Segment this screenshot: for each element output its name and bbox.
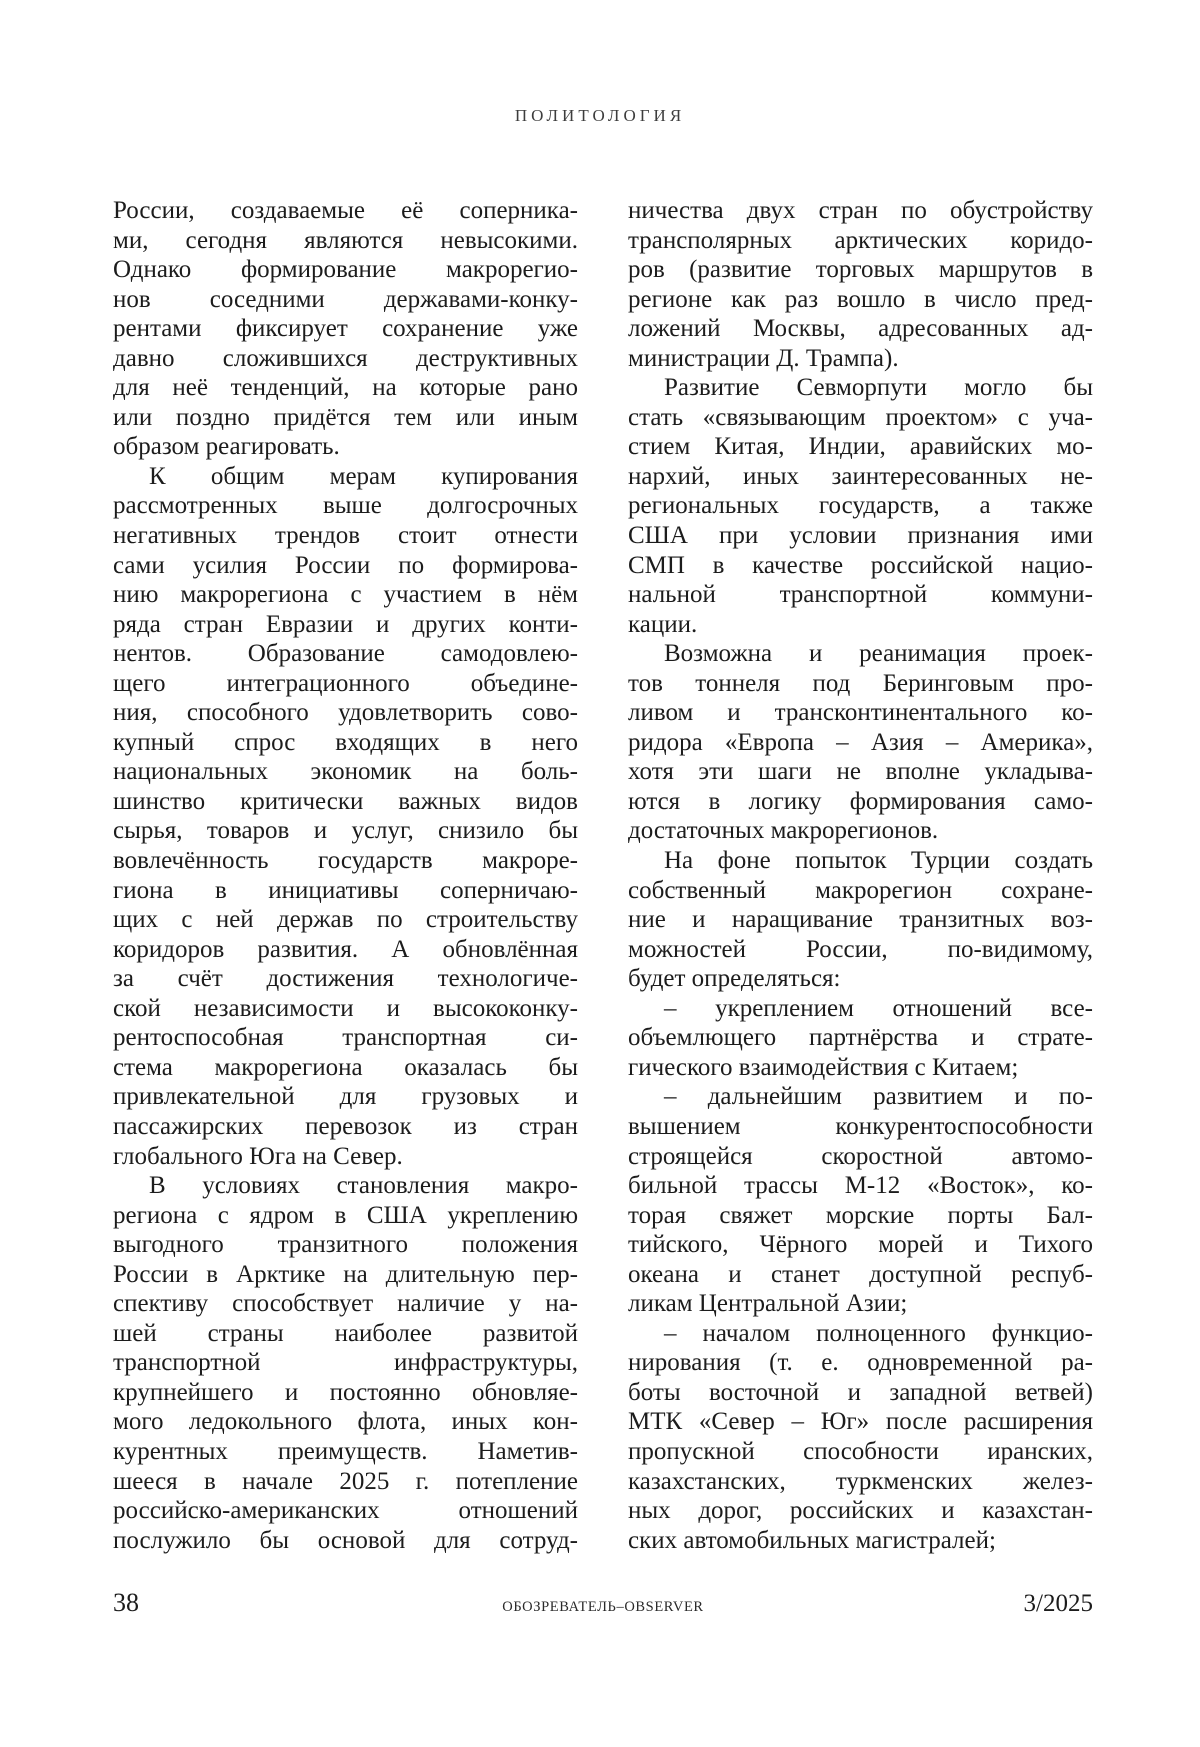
- text-line: пассажирских перевозок из стран: [113, 1112, 578, 1140]
- text-line: региональных государств, а также: [628, 492, 1093, 520]
- text-line: тийского, Чёрного морей и Тихого: [628, 1231, 1093, 1259]
- right-column: [628, 196, 1093, 1555]
- issue-number: 3/2025: [1023, 1590, 1093, 1617]
- text-line: ются в логику формирования само-: [628, 787, 1093, 815]
- text-line: ров (развитие торговых маршрутов в: [628, 256, 1093, 284]
- text-line: образом реагировать.: [113, 433, 340, 461]
- text-line: Однако формирование макрорегио-: [113, 256, 578, 284]
- text-line: давно сложившихся деструктивных: [113, 344, 578, 372]
- text-line: глобального Юга на Север.: [113, 1142, 403, 1170]
- text-line: ных дорог, российских и казахстан-: [628, 1497, 1093, 1525]
- text-line: ридора «Европа – Азия – Америка»,: [628, 728, 1093, 756]
- text-line: привлекательной для грузовых и: [113, 1083, 578, 1111]
- text-line: боты восточной и западной ветвей): [628, 1378, 1093, 1406]
- text-line: – укреплением отношений все-: [664, 994, 1093, 1022]
- text-line: щего интеграционного объедине-: [113, 669, 578, 697]
- text-line: ской независимости и высококонку-: [113, 994, 578, 1022]
- text-line: нальной транспортной коммуни-: [628, 581, 1093, 609]
- text-line: шей страны наиболее развитой: [113, 1319, 578, 1347]
- text-line: торая свяжет морские порты Бал-: [628, 1201, 1093, 1229]
- text-line: регионе как раз вошло в число пред-: [628, 285, 1093, 313]
- text-line: океана и станет доступной респуб-: [628, 1260, 1093, 1288]
- text-line: В условиях становления макро-: [149, 1172, 578, 1200]
- text-line: нентов. Образование самодовлею-: [113, 640, 578, 668]
- text-line: объемлющего партнёрства и страте-: [628, 1024, 1093, 1052]
- text-line: коридоров развития. А обновлённая: [113, 935, 578, 963]
- text-line: строящейся скоростной автомо-: [628, 1142, 1093, 1170]
- text-line: ских автомобильных магистралей;: [628, 1526, 996, 1554]
- text-line: курентных преимуществ. Наметив-: [113, 1437, 578, 1465]
- article-body: [113, 196, 1093, 1555]
- text-line: МТК «Север – Юг» после расширения: [628, 1408, 1093, 1436]
- text-line: стать «связывающим проектом» с уча-: [628, 403, 1093, 431]
- text-line: выгодного транзитного положения: [113, 1231, 578, 1259]
- text-line: спективу способствует наличие у на-: [113, 1290, 578, 1318]
- text-line: купный спрос входящих в него: [113, 728, 578, 756]
- text-line: негативных трендов стоит отнести: [113, 522, 578, 550]
- text-line: крупнейшего и постоянно обновляе-: [113, 1378, 578, 1406]
- text-line: транспортной инфраструктуры,: [113, 1349, 578, 1377]
- text-line: вышением конкурентоспособности: [628, 1112, 1093, 1140]
- text-line: пропускной способности иранских,: [628, 1437, 1093, 1465]
- text-line: ния, способного удовлетворить сово-: [113, 699, 578, 727]
- journal-title: ОБОЗРЕВАТЕЛЬ–OBSERVER: [502, 1599, 704, 1615]
- page-footer: [113, 1588, 1093, 1618]
- text-line: ми, сегодня являются невысокими.: [113, 226, 578, 254]
- text-line: ликам Центральной Азии;: [628, 1290, 908, 1318]
- text-line: сами усилия России по формирова-: [113, 551, 578, 579]
- text-line: тов тоннеля под Беринговым про-: [628, 669, 1093, 697]
- text-line: шееся в начале 2025 г. потепление: [113, 1467, 578, 1495]
- text-line: – дальнейшим развитием и по-: [664, 1083, 1093, 1111]
- text-line: мого ледокольного флота, иных кон-: [113, 1408, 578, 1436]
- text-line: нирования (т. е. одновременной ра-: [628, 1349, 1093, 1377]
- text-line: рентами фиксирует сохранение уже: [113, 315, 578, 343]
- text-line: – началом полноценного функцио-: [664, 1319, 1093, 1347]
- text-line: или поздно придётся тем или иным: [113, 403, 578, 431]
- text-line: стием Китая, Индии, аравийских мо-: [628, 433, 1093, 461]
- text-line: стема макрорегиона оказалась бы: [113, 1053, 578, 1081]
- text-line: США при условии признания ими: [628, 522, 1093, 550]
- text-line: достаточных макрорегионов.: [628, 817, 939, 845]
- text-line: национальных экономик на боль-: [113, 758, 578, 786]
- text-line: СМП в качестве российской нацио-: [628, 551, 1093, 579]
- left-column: [113, 196, 578, 1555]
- text-line: для неё тенденций, на которые рано: [113, 374, 578, 402]
- text-line: собственный макрорегион сохране-: [628, 876, 1093, 904]
- text-line: можностей России, по-видимому,: [628, 935, 1093, 963]
- text-line: На фоне попыток Турции создать: [664, 847, 1093, 875]
- text-line: вовлечённость государств макроре-: [113, 847, 578, 875]
- text-line: нию макрорегиона с участием в нём: [113, 581, 578, 609]
- text-line: казахстанских, туркменских желез-: [628, 1467, 1093, 1495]
- text-line: министрации Д. Трампа).: [628, 344, 899, 372]
- text-line: России в Арктике на длительную пер-: [113, 1260, 578, 1288]
- text-line: бильной трассы М-12 «Восток», ко-: [628, 1172, 1093, 1200]
- text-line: рассмотренных выше долгосрочных: [113, 492, 578, 520]
- text-line: ние и наращивание транзитных воз-: [628, 906, 1093, 934]
- text-line: российско-американских отношений: [113, 1497, 578, 1525]
- text-line: нов соседними державами-конку-: [113, 285, 578, 313]
- text-line: России, создаваемые её соперника-: [113, 197, 578, 224]
- text-line: Развитие Севморпути могло бы: [664, 374, 1093, 402]
- text-line: будет определяться:: [628, 965, 841, 993]
- text-line: нархий, иных заинтересованных не-: [628, 462, 1093, 490]
- text-line: послужило бы основой для сотруд-: [113, 1526, 578, 1554]
- text-line: кации.: [628, 610, 698, 638]
- text-line: хотя эти шаги не вполне укладыва-: [628, 758, 1093, 786]
- text-line: Возможна и реанимация проек-: [664, 640, 1093, 668]
- text-line: ливом и трансконтинентального ко-: [628, 699, 1093, 727]
- section-rubric: ПОЛИТОЛОГИЯ: [514, 106, 686, 125]
- text-line: щих с ней держав по строительству: [113, 906, 578, 934]
- text-line: сырья, товаров и услуг, снизило бы: [113, 817, 578, 845]
- text-line: за счёт достижения технологиче-: [113, 965, 578, 993]
- text-line: гиона в инициативы соперничаю-: [113, 876, 578, 904]
- text-line: трансполярных арктических коридо-: [628, 226, 1093, 254]
- text-line: К общим мерам купирования: [149, 462, 578, 490]
- text-line: рентоспособная транспортная си-: [113, 1024, 578, 1052]
- text-line: ряда стран Евразии и других конти-: [113, 610, 578, 638]
- text-line: ничества двух стран по обустройству: [628, 197, 1093, 224]
- text-line: шинство критически важных видов: [113, 787, 578, 815]
- text-line: региона с ядром в США укреплению: [113, 1201, 578, 1229]
- text-line: гического взаимодействия с Китаем;: [628, 1053, 1019, 1081]
- text-line: ложений Москвы, адресованных ад-: [628, 315, 1093, 343]
- page-number: 38: [113, 1588, 139, 1617]
